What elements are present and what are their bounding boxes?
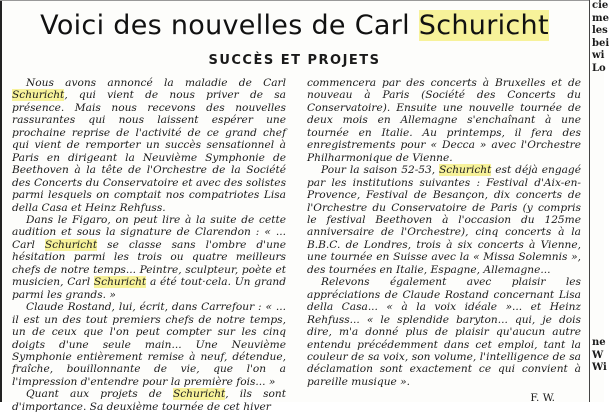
article-column-1 [12, 77, 286, 413]
column-rule [589, 0, 590, 402]
fragment-text: W [592, 349, 604, 361]
paragraph-projects: Quant aux projets de Schuricht, ils sont d'importance. Sa deuxième tournée de cet hiver [12, 388, 286, 413]
fragment-text: ne [592, 337, 606, 348]
highlighted-name: Schuricht [172, 388, 226, 401]
headline-text: Voici des nouvelles de Carl [40, 10, 419, 41]
fragment-text: Wi [592, 362, 607, 373]
subheadline: SUCCÈS ET PROJETS [208, 53, 381, 68]
paragraph-tour: commencera par des concerts à Bruxelles et de nouveau à Paris (Société des Concerts du Conservatoire). Ensuite une nouvelle tournée de deux mois en Allemagne s'enchaînant à une tournée en Italie. Au printemps, il fera des enregistrements pour « Decca » avec l'Orchestre Philharmonique de Vienne. [307, 77, 581, 164]
author-signature: F. W. [530, 392, 555, 405]
highlighted-name: Schuricht [93, 276, 147, 289]
headline-highlighted-name: Schuricht [418, 10, 549, 41]
fragment-text: les [592, 25, 608, 36]
fragment-text: wi [592, 50, 605, 61]
paragraph-rostand-quote: Claude Rostand, lui, écrit, dans Carrefour : « ... il est un des tout premiers chefs de notre temps, un de ceux que l'on peut compter sur les cinq doigts d'une seule main... Une Neuvième Symphonie entièrement remise à neuf, détendue, fraîche, bouillonnante de vie, que l'on a l'impression d'entendre pour la première fois... » [12, 301, 286, 388]
highlighted-name: Schuricht [439, 164, 492, 177]
fragment-text: cie [592, 0, 609, 11]
adjacent-column-fragments [592, 0, 609, 402]
headline [0, 10, 589, 41]
paragraph-appreciations: Relevons également avec plaisir les appréciations de Claude Rostand concernant Lisa della Casa... « à la voix idéale »... et Heinz Rehfuss... « le splendide baryton... qui, je dois dire, m'a donné plus de plaisir qu'aucun autre entendu précédemment dans cet emploi, tant la couleur de sa voix, son volume, l'intelligence de sa déclamation sont exactement ce qui convient à pareille musique ». [307, 276, 581, 388]
fragment-spacer [592, 75, 604, 337]
fragment-text: me [592, 12, 609, 24]
highlighted-name: Schuricht [44, 238, 98, 251]
paragraph-season: Pour la saison 52-53, Schuricht est déjà engagé par les institutions suivantes : Festival d'Aix-en-Provence, Festival de Besançon, dix concerts de l'Orchestre du Conservatoire de Paris (y compris le festival Beethoven à l'occasion du 125me anniversaire de l'Orchestre), cinq concerts à la B.B.C. de Londres, trois à six concerts à Vienne, une tournée en Suisse avec la « Missa Solemnis », des tournées en Italie, Espagne, Allemagne... [307, 164, 581, 276]
paragraph-figaro-quote: Dans le Figaro, on peut lire à la suite de cette audition et sous la signature de Clarendon : « ... Carl Schuricht se classe sans l'ombre d'une hésitation parmi les trois ou quatre meilleurs chefs de notre temps... Peintre, sculpteur, poète et musicien, Carl Schuricht a été tout·cela. Un grand parmi les grands. » [12, 213, 286, 301]
fragment-text: bei [592, 37, 609, 49]
fragment-text: Lo [592, 62, 606, 74]
top-frame-border [0, 0, 590, 1]
paragraph-intro: Nous avons annoncé la maladie de Carl Schuricht, qui vient de nous priver de sa présence. Mais nous recevons des nouvelles rassurantes qui nous laissent espérer une prochaine reprise de l'activité de ce grand chef qui vient de remporter un succès sensationnel à Paris en dirigeant la Neuvième Symphonie de Beethoven à la tête de l'Orchestre de la Société des Concerts du Conservatoire et avec des solistes parmi lesquels on comptait nos compatriotes Lisa della Casa et Heinz Rehfuss. [12, 77, 286, 214]
highlighted-name: Schuricht [12, 89, 65, 102]
article-column-2 [307, 77, 581, 405]
